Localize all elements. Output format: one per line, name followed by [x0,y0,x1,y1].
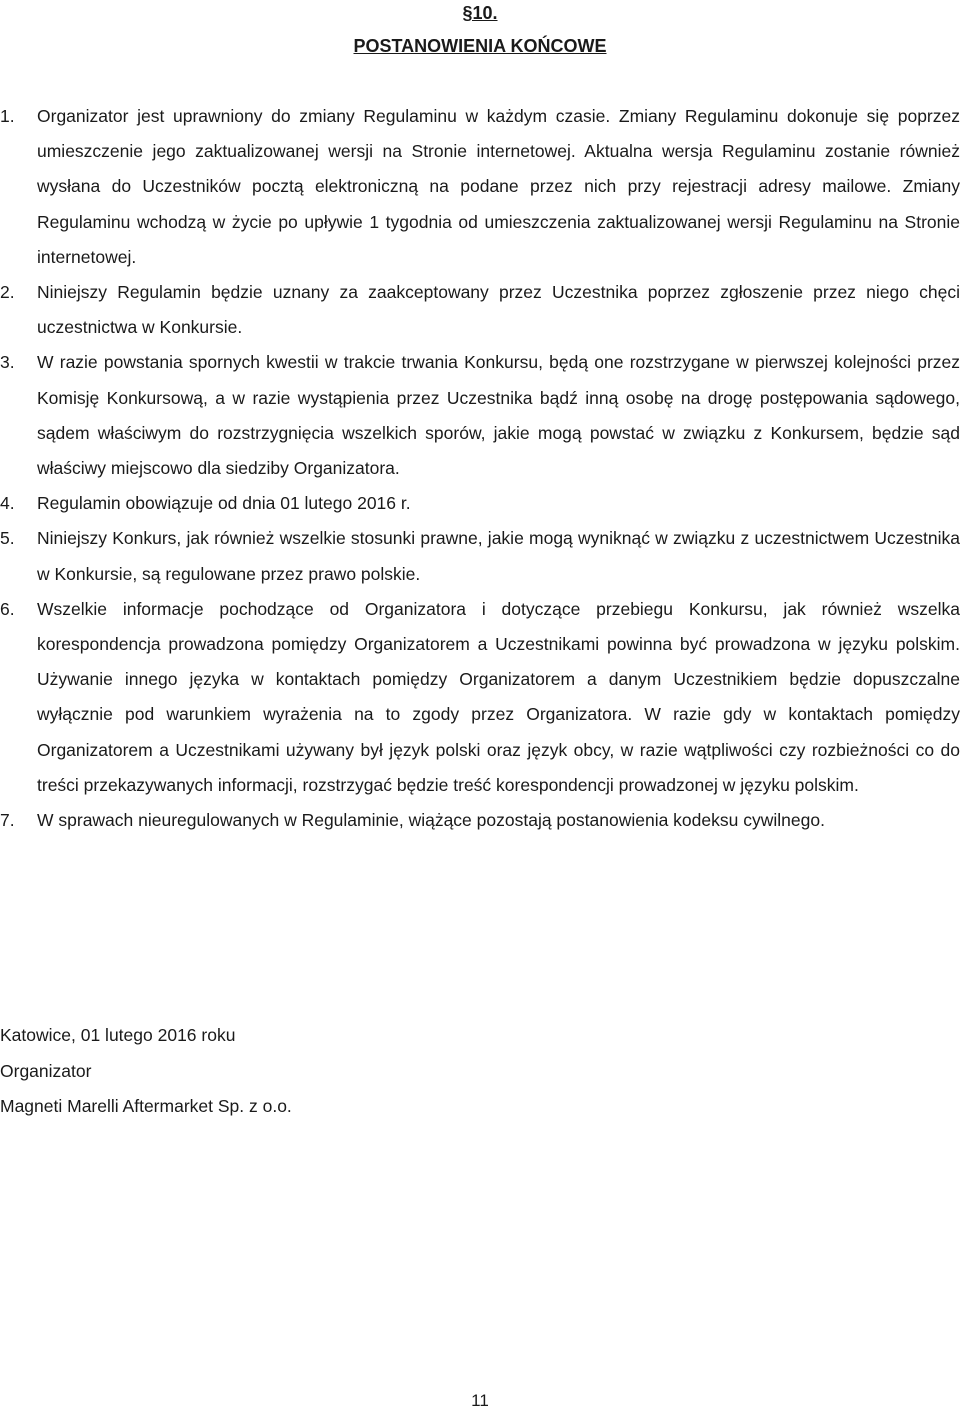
provision-item-2 [0,275,960,345]
provision-text: Wszelkie informacje pochodzące od Organizatora i dotyczące przebiegu Konkursu, jak również wszelka korespondencja prowadzona pomiędzy Organizatorem a Uczestnikami powinna być prowadzona w języku polskim. Używanie innego języka w kontaktach pomiędzy Organizatorem a danym Uczestnikiem będzie dopuszczalne wyłącznie pod warunkiem wyrażenia na to zgody przez Organizatora. W razie gdy w kontaktach pomiędzy Organizatorem a Uczestnikami używany był język polski oraz język obcy, w razie wątpliwości czy rozbieżności co do treści przekazywanych informacji, rozstrzygać będzie treść korespondencji prowadzonej w języku polskim. [37,598,960,795]
company-name: Magneti Marelli Aftermarket Sp. z o.o. [0,1096,292,1116]
provision-text: Niniejszy Konkurs, jak również wszelkie stosunki prawne, jakie mogą wyniknąć w związku z uczestnictwem Uczestnika w Konkursie, są regulowane przez prawo polskie. [37,528,960,584]
provision-item-1 [0,99,960,275]
provision-item-7 [0,803,960,838]
section-number: §10. [462,3,498,23]
provision-item-4 [0,486,960,521]
provision-number: 7. [0,810,15,831]
provision-number: 5. [0,528,15,549]
provision-number: 1. [0,106,15,126]
provision-text: Niniejszy Regulamin będzie uznany za zaakceptowany przez Uczestnika poprzez zgłoszenie przez niego chęci uczestnictwa w Konkursie. [37,282,960,338]
section-title: POSTANOWIENIA KOŃCOWE [353,36,607,56]
place-date: Katowice, 01 lutego 2016 roku [0,1025,236,1045]
provision-number: 4. [0,493,15,514]
provision-number: 6. [0,598,15,619]
signatory-role: Organizator [0,1060,92,1081]
provision-item-6 [0,592,960,803]
provision-item-5 [0,521,960,591]
provision-item-3 [0,345,960,486]
signature-block [0,1018,600,1125]
provision-text: Organizator jest uprawniony do zmiany Regulaminu w każdym czasie. Zmiany Regulaminu dokonuje się poprzez umieszczenie jego zaktualizowanej wersji na Stronie internetowej. Aktualna wersja Regulaminu zostanie również wysłana do Uczestników pocztą elektroniczną na podane przez nich przy rejestracji adresy mailowe. Zmiany Regulaminu wchodzą w życie po upływie 1 tygodnia od umieszczenia zaktualizowanej wersji Regulaminu na Stronie internetowej. [37,106,960,267]
provision-text: W sprawach nieuregulowanych w Regulaminie, wiążące pozostają postanowienia kodeksu cywilnego. [37,810,825,831]
provision-text: W razie powstania spornych kwestii w trakcie trwania Konkursu, będą one rozstrzygane w pierwszej kolejności przez Komisję Konkursową, a w razie wystąpienia przez Uczestnika bądź inną osobę na drogę postępowania sądowego, sądem właściwym do rozstrzygnięcia wszelkich sporów, jakie mogą powstać w związku z Konkursem, będzie sąd właściwy miejscowo dla siedziby Organizatora. [37,352,960,479]
provisions-list [0,99,960,838]
provision-text: Regulamin obowiązuje od dnia 01 lutego 2016 r. [37,493,411,514]
provision-number: 3. [0,352,15,373]
page-number: 11 [471,1391,489,1410]
provision-number: 2. [0,282,15,303]
